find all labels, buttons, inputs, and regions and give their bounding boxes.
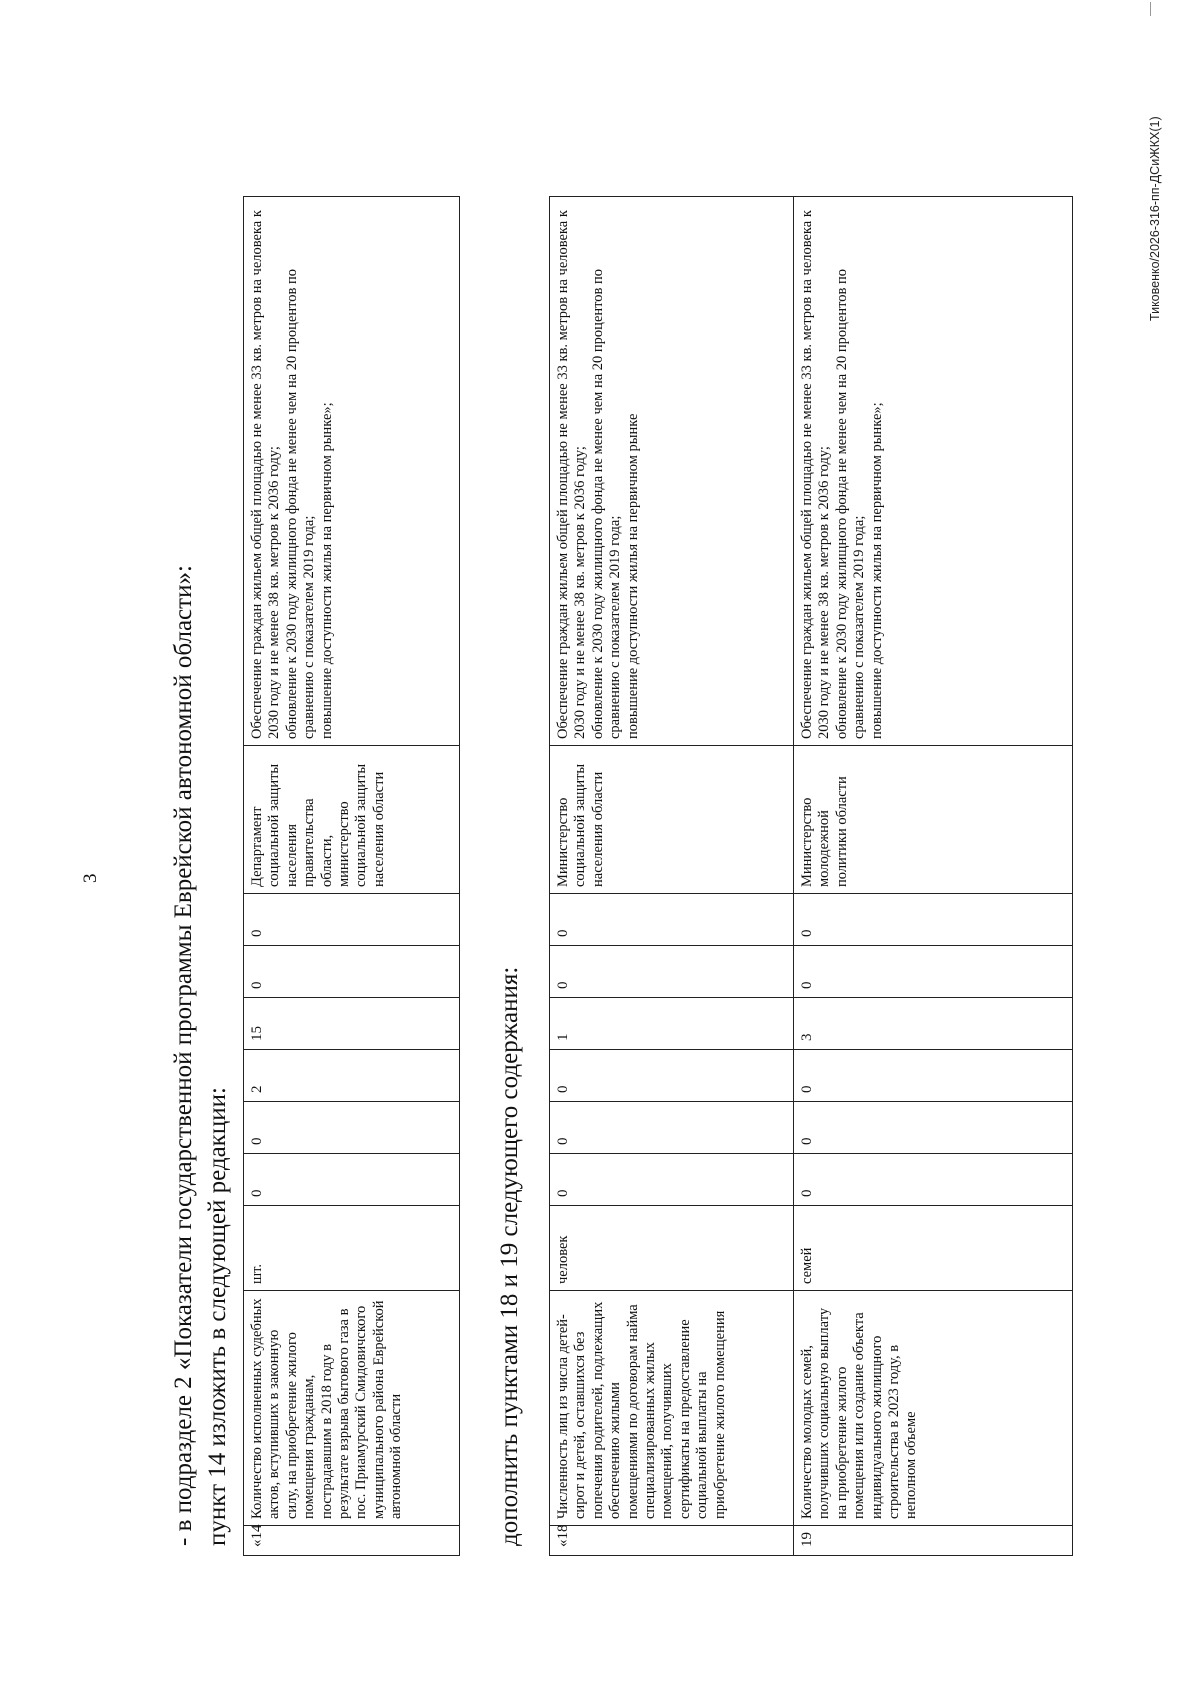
table-row xyxy=(244,197,460,1556)
responsible: Департамент социальной защиты населения правительства области, министерство социальной защиты населения области xyxy=(244,746,460,894)
value-3: 0 xyxy=(550,1050,794,1102)
row-number: «18 xyxy=(550,1526,794,1556)
goal: Обеспечение граждан жильем общей площадью не менее 33 кв. метров на человека к 2030 году и не менее 38 кв. метров к 2036 году; обновление к 2030 году жилищного фонда не менее чем на 20 процентов по сравнению с показателем 2019 года; повышение доступности жилья на первичном рынке»; xyxy=(794,197,1073,746)
indicator-name: Численность лиц из числа детей-сирот и детей, оставшихся без попечения родителей, подлежащих обеспечению жилыми помещениями по договорам найма специализированных жилых помещений, получивших сертификаты на предоставление социальной выплаты на приобретение жилого помещения xyxy=(550,1291,794,1526)
unit: человек xyxy=(550,1206,794,1291)
goal: Обеспечение граждан жильем общей площадью не менее 33 кв. метров на человека к 2030 году и не менее 38 кв. метров к 2036 году; обновление к 2030 году жилищного фонда не менее чем на 20 процентов по сравнению с показателем 2019 года; повышение доступности жилья на первичном рынке xyxy=(550,197,794,746)
value-5: 0 xyxy=(794,946,1073,998)
page-number: 3 xyxy=(80,873,101,883)
value-4: 1 xyxy=(550,998,794,1050)
value-2: 0 xyxy=(244,1102,460,1154)
responsible: Министерство молодежной политики области xyxy=(794,746,1073,894)
indicator-name: Количество исполненных судебных актов, вступивших в законную силу, на приобретение жилого помещения гражданам, пострадавшим в 2018 году в результате взрыва бытового газа в пос. Приамурский Смидовичского муниципального района Еврейской автономной области xyxy=(244,1291,460,1526)
responsible: Министерство социальной защиты населения области xyxy=(550,746,794,894)
value-2: 0 xyxy=(794,1102,1073,1154)
value-4: 3 xyxy=(794,998,1073,1050)
value-1: 0 xyxy=(244,1154,460,1206)
value-5: 0 xyxy=(550,946,794,998)
value-1: 0 xyxy=(550,1154,794,1206)
intro-line-1: - в подразделе 2 «Показатели государственной программы Еврейской автономной области»: xyxy=(170,565,197,1546)
value-6: 0 xyxy=(244,894,460,946)
row-number: 19 xyxy=(794,1526,1073,1556)
goal: Обеспечение граждан жильем общей площадью не менее 33 кв. метров на человека к 2030 году и не менее 38 кв. метров к 2036 году; обновление к 2030 году жилищного фонда не менее чем на 20 процентов по сравнению с показателем 2019 года; повышение доступности жилья на первичном рынке»; xyxy=(244,197,460,746)
value-6: 0 xyxy=(794,894,1073,946)
addition-text: дополнить пунктами 18 и 19 следующего содержания: xyxy=(496,966,523,1546)
scan-mark xyxy=(1150,2,1151,16)
value-5: 0 xyxy=(244,946,460,998)
unit: семей xyxy=(794,1206,1073,1291)
intro-line-2: пункт 14 изложить в следующей редакции: xyxy=(204,1087,231,1546)
value-2: 0 xyxy=(550,1102,794,1154)
table-row xyxy=(794,197,1073,1556)
indicator-table-14 xyxy=(243,196,460,1556)
value-1: 0 xyxy=(794,1154,1073,1206)
value-4: 15 xyxy=(244,998,460,1050)
unit: шт. xyxy=(244,1206,460,1291)
indicator-table-18-19 xyxy=(549,196,1073,1556)
value-3: 2 xyxy=(244,1050,460,1102)
document-code: Тиковенко/2026-316-пп-ДСиЖКХ(1) xyxy=(1148,116,1162,321)
indicator-name: Количество молодых семей, получивших социальную выплату на приобретение жилого помещения или создание объекта индивидуального жилищного строительства в 2023 году, в неполном объеме xyxy=(794,1291,1073,1526)
value-6: 0 xyxy=(550,894,794,946)
table-row xyxy=(550,197,794,1556)
value-3: 0 xyxy=(794,1050,1073,1102)
row-number: «14 xyxy=(244,1526,460,1556)
